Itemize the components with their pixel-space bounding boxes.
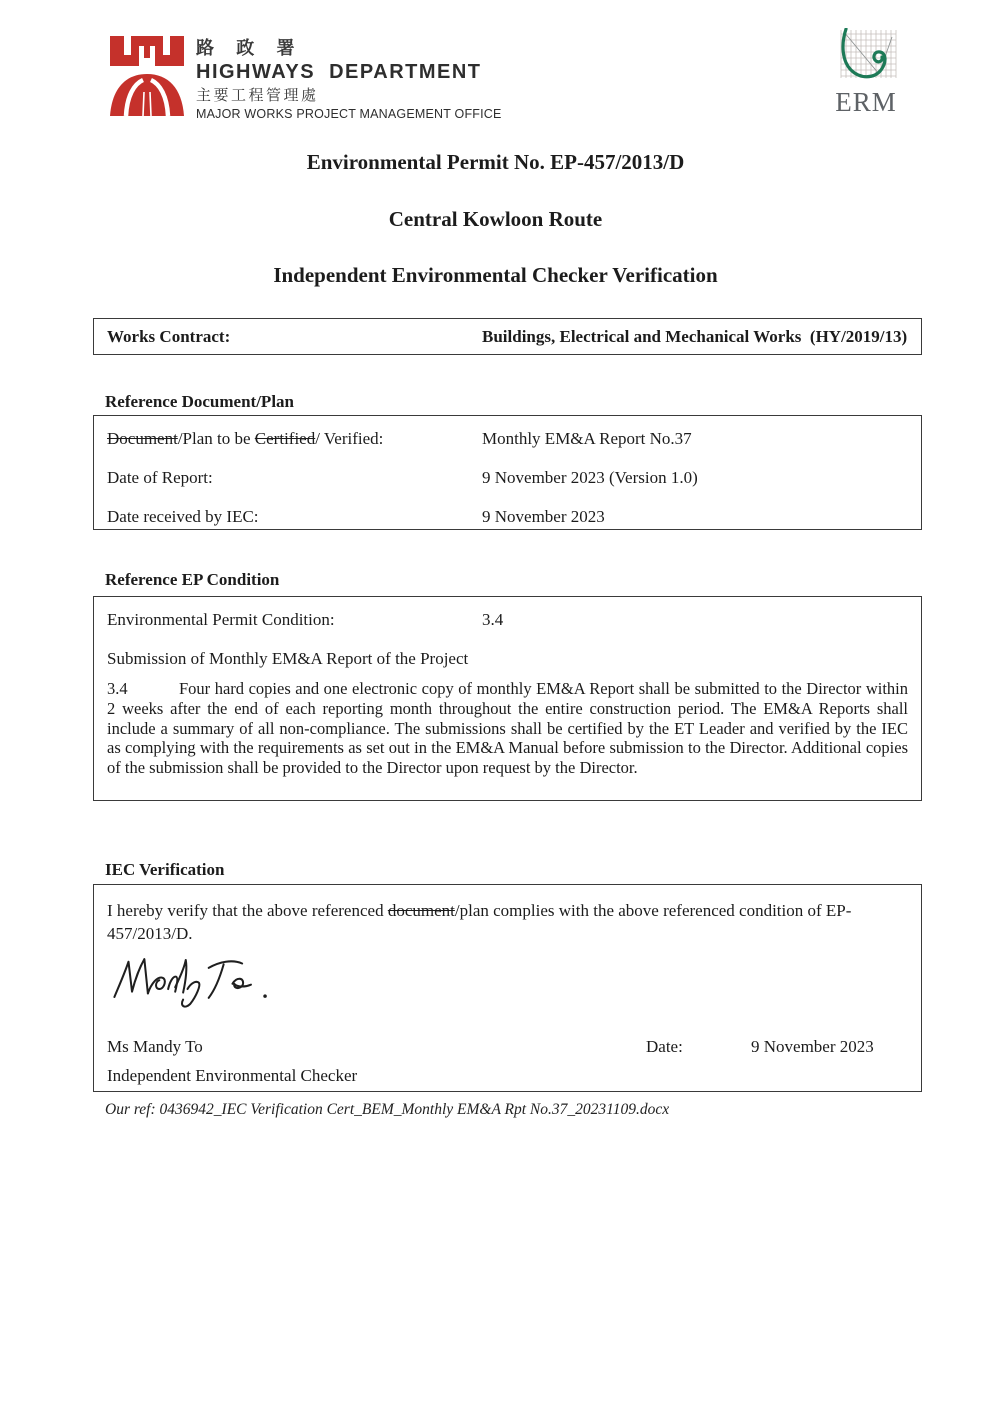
- date-of-report-label: Date of Report:: [107, 468, 213, 487]
- hd-office-english: MAJOR WORKS PROJECT MANAGEMENT OFFICE: [196, 107, 502, 121]
- date-of-report-value: 9 November 2023 (Version 1.0): [482, 468, 698, 487]
- ep-clause-number: 3.4: [107, 679, 128, 698]
- signatory-name: Ms Mandy To: [107, 1037, 203, 1056]
- document-plan-row: [107, 428, 908, 450]
- date-value: 9 November 2023: [751, 1037, 874, 1056]
- ep-condition-box: [93, 596, 922, 801]
- works-contract-label: Works Contract:: [107, 327, 231, 346]
- title-permit-number: Environmental Permit No. EP-457/2013/D: [306, 150, 685, 174]
- ep-submission-subheading: Submission of Monthly EM&A Report of the Project: [107, 649, 469, 668]
- erm-koru-icon: [833, 28, 899, 82]
- signature-icon: [110, 947, 295, 1017]
- hd-name-chinese: 路 政 署: [196, 38, 303, 59]
- our-ref-line: Our ref: 0436942_IEC Verification Cert_BEM_Monthly EM&A Rpt No.37_20231109.docx: [105, 1101, 670, 1118]
- date-received-label: Date received by IEC:: [107, 507, 259, 526]
- title-certificate-type: Independent Environmental Checker Verification: [273, 263, 718, 287]
- document-plan-value: Monthly EM&A Report No.37: [482, 429, 692, 448]
- plan-to-be-text: /Plan to be: [177, 429, 255, 448]
- reference-document-box: [93, 415, 922, 530]
- struck-certified-word: Certified: [254, 429, 316, 448]
- ep-condition-value: 3.4: [482, 610, 504, 629]
- verified-text: / Verified:: [315, 429, 384, 448]
- erm-wordmark: ERM: [835, 87, 897, 117]
- hd-name-english: HIGHWAYS DEPARTMENT: [196, 61, 482, 83]
- iec-verification-heading: IEC Verification: [105, 860, 225, 879]
- date-received-value: 9 November 2023: [482, 507, 605, 526]
- date-label: Date:: [646, 1037, 683, 1056]
- ep-condition-heading: Reference EP Condition: [105, 570, 280, 589]
- ep-clause-text: Four hard copies and one electronic copy of monthly EM&A Report shall be submitted to the Director within 2 weeks after the end of each reporting month throughout the entire construction period. The EM&A Reports shall include a summary of all non-compliance. The submissions shall be certified by the ET Leader and verified by the IEC as complying with the requirements as set out in the EM&A Manual before submission to the Director. Additional copies of the submission shall be provided to the Director upon request by the Director.: [107, 679, 908, 778]
- iec-statement: [107, 899, 902, 945]
- date-of-report-row: [107, 467, 908, 489]
- hd-office-chinese: 主要工程管理處: [196, 86, 319, 104]
- ep-condition-label: Environmental Permit Condition:: [107, 610, 335, 629]
- document-plan-label: [107, 429, 383, 448]
- iec-verification-box: [93, 884, 922, 1092]
- struck-document-word-2: document: [387, 901, 455, 920]
- struck-document-word: Document: [107, 429, 178, 448]
- highways-department-logo-icon: [110, 36, 184, 116]
- title-project-name: Central Kowloon Route: [388, 207, 603, 231]
- ep-condition-row: [107, 609, 908, 631]
- iec-statement-post: /plan complies with the above referenced condition of EP-457/2013/D.: [107, 901, 852, 943]
- iec-statement-pre: I hereby verify that the above referenced: [107, 901, 388, 920]
- ep-clause-paragraph: [107, 679, 908, 778]
- highways-department-wordmark: [196, 40, 502, 121]
- date-received-row: [107, 506, 908, 528]
- works-contract-box: [93, 318, 922, 355]
- reference-document-heading: Reference Document/Plan: [105, 392, 294, 411]
- works-contract-value: Buildings, Electrical and Mechanical Works (HY/2019/13): [482, 327, 908, 346]
- signatory-title: Independent Environmental Checker: [107, 1066, 358, 1085]
- erm-logo: [833, 28, 899, 116]
